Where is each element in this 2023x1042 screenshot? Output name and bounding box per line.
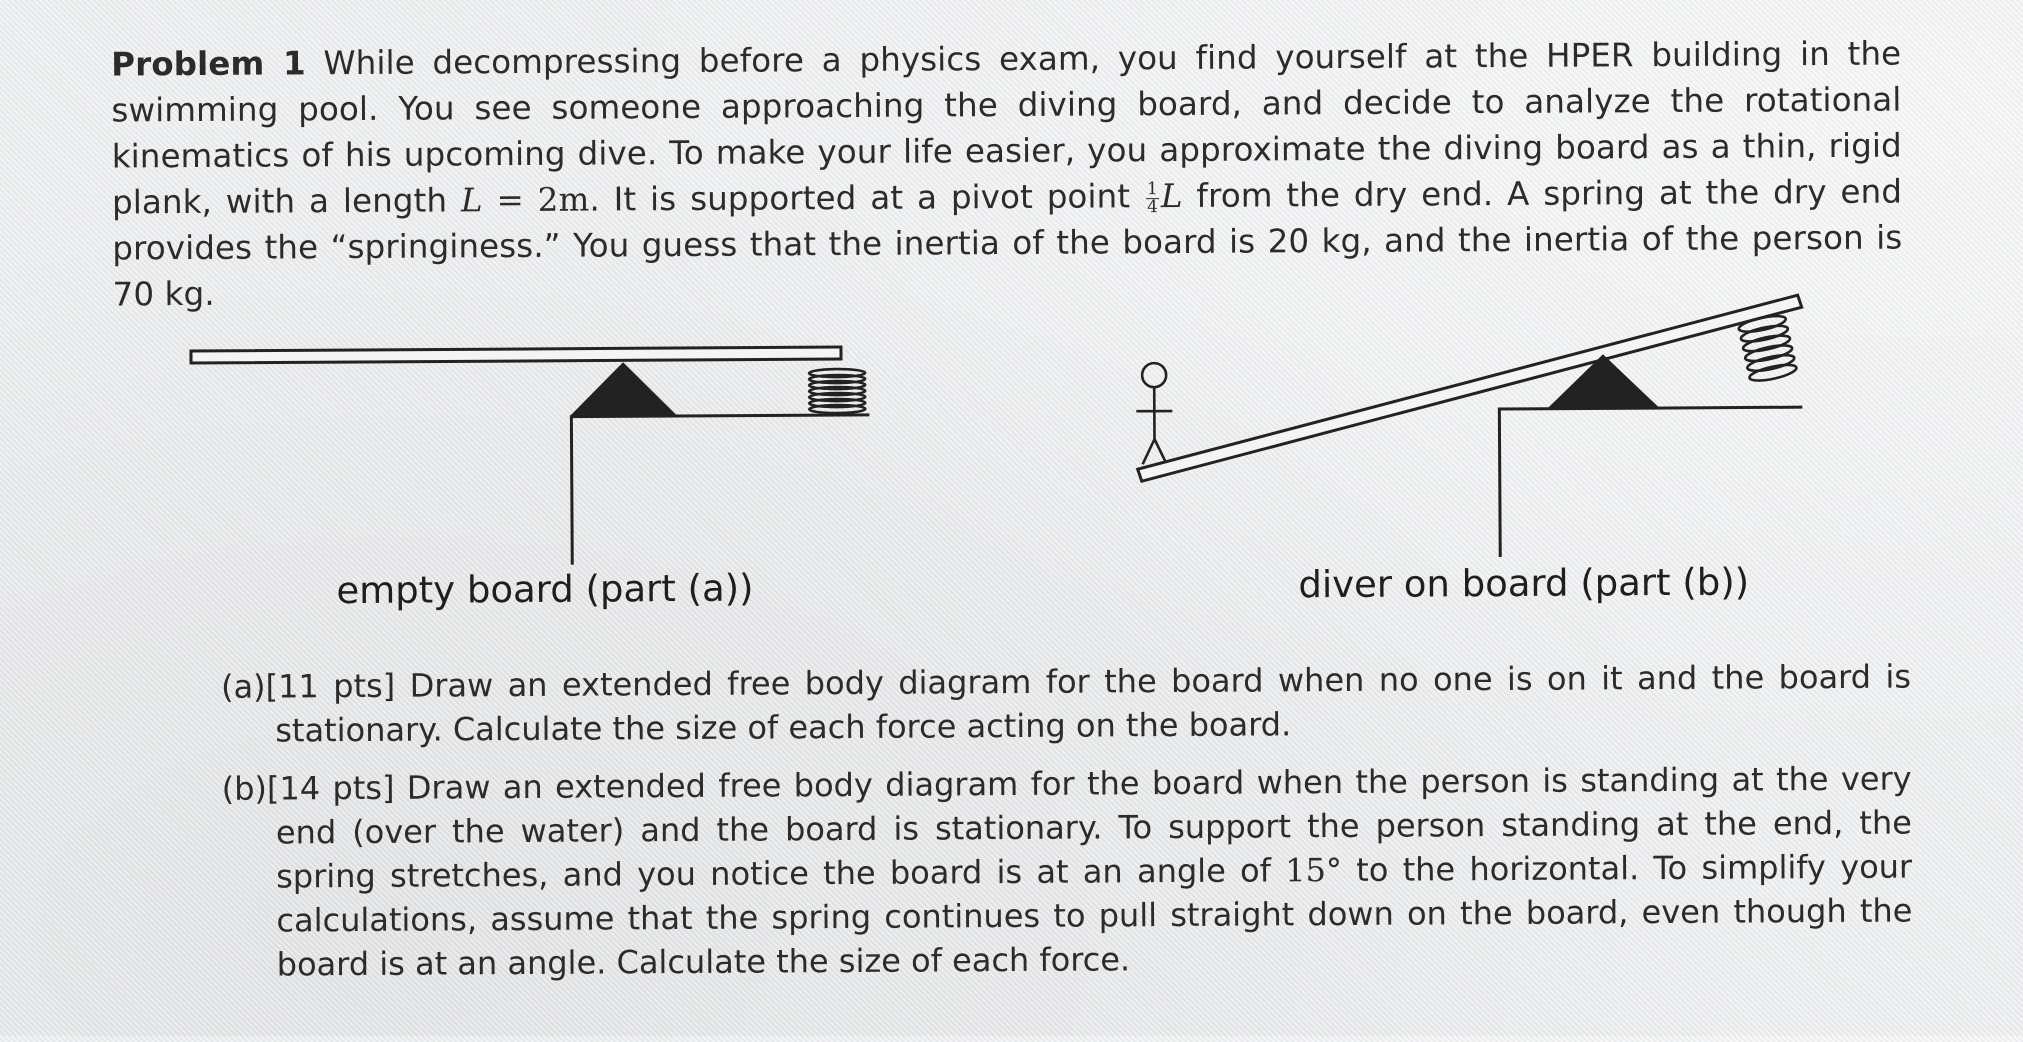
left-figure-caption: empty board (part (a)) <box>336 567 753 613</box>
diver-stick-figure <box>1136 363 1173 464</box>
right-figure-caption: diver on board (part (b)) <box>1298 560 1749 606</box>
problem-text-2: . It is supported at a pivot point <box>589 177 1144 218</box>
part-b-text-2: to the horizontal. To simplify your calculations, assume that the spring continues to pull straight down on the board, even though the board is at an angle. Calculate the size of each force. <box>276 848 1912 984</box>
part-b-label: (b)[14 pts] <box>222 769 395 808</box>
problem-parts <box>221 655 1913 1001</box>
spring-coil-b <box>1738 313 1798 384</box>
length-value: = 2m <box>483 181 590 220</box>
part-b-text-1: Draw an extended free body diagram for the board when the person is standing at the very end (over the water) and the board is stationary. To support the person standing at the end, the spring stretches, and you notice the board is at an angle of <box>276 760 1912 896</box>
diver-head <box>1142 363 1166 387</box>
part-a <box>221 655 1912 753</box>
part-a-label: (a)[11 pts] <box>221 667 395 706</box>
board-stand-b <box>1499 407 1803 557</box>
pivot-variable: L <box>1161 177 1183 215</box>
tilted-diving-board <box>1137 295 1803 481</box>
length-variable: L <box>461 181 483 219</box>
fraction-denominator: 4 <box>1146 199 1159 216</box>
board-stand <box>571 415 870 565</box>
diver-left-leg <box>1143 439 1155 464</box>
diver-right-leg <box>1155 439 1166 462</box>
fraction-numerator: 1 <box>1146 181 1159 199</box>
diver-board-figure <box>1136 295 1804 559</box>
part-b <box>222 757 1913 987</box>
spring-coil <box>809 369 865 413</box>
problem-label: Problem 1 <box>111 44 306 83</box>
problem-statement <box>111 31 1903 318</box>
empty-diving-board <box>191 347 841 363</box>
quarter-fraction <box>1146 181 1159 216</box>
figures-area <box>0 284 2023 636</box>
part-b-angle: 15° <box>1285 851 1342 889</box>
part-a-text: Draw an extended free body diagram for the board when no one is on it and the board is stationary. Calculate the size of each force acting on the board. <box>275 658 1911 750</box>
problem-text-3: from the dry end. A spring at the dry end provides the “springiness.” You guess that the inertia of the board is 20 kg, and the inertia of the person is 70 kg. <box>112 173 1902 314</box>
problem-text-1: While decompressing before a physics exam, you find yourself at the HPER building in the swimming pool. You see someone approaching the diving board, and decide to analyze the rotational kinematics of his upcoming dive. To make your life easier, you approximate the diving board as a thin, rigid plank, with a length <box>111 35 1901 222</box>
pivot-triangle <box>573 364 673 415</box>
empty-board-figure <box>191 347 870 567</box>
